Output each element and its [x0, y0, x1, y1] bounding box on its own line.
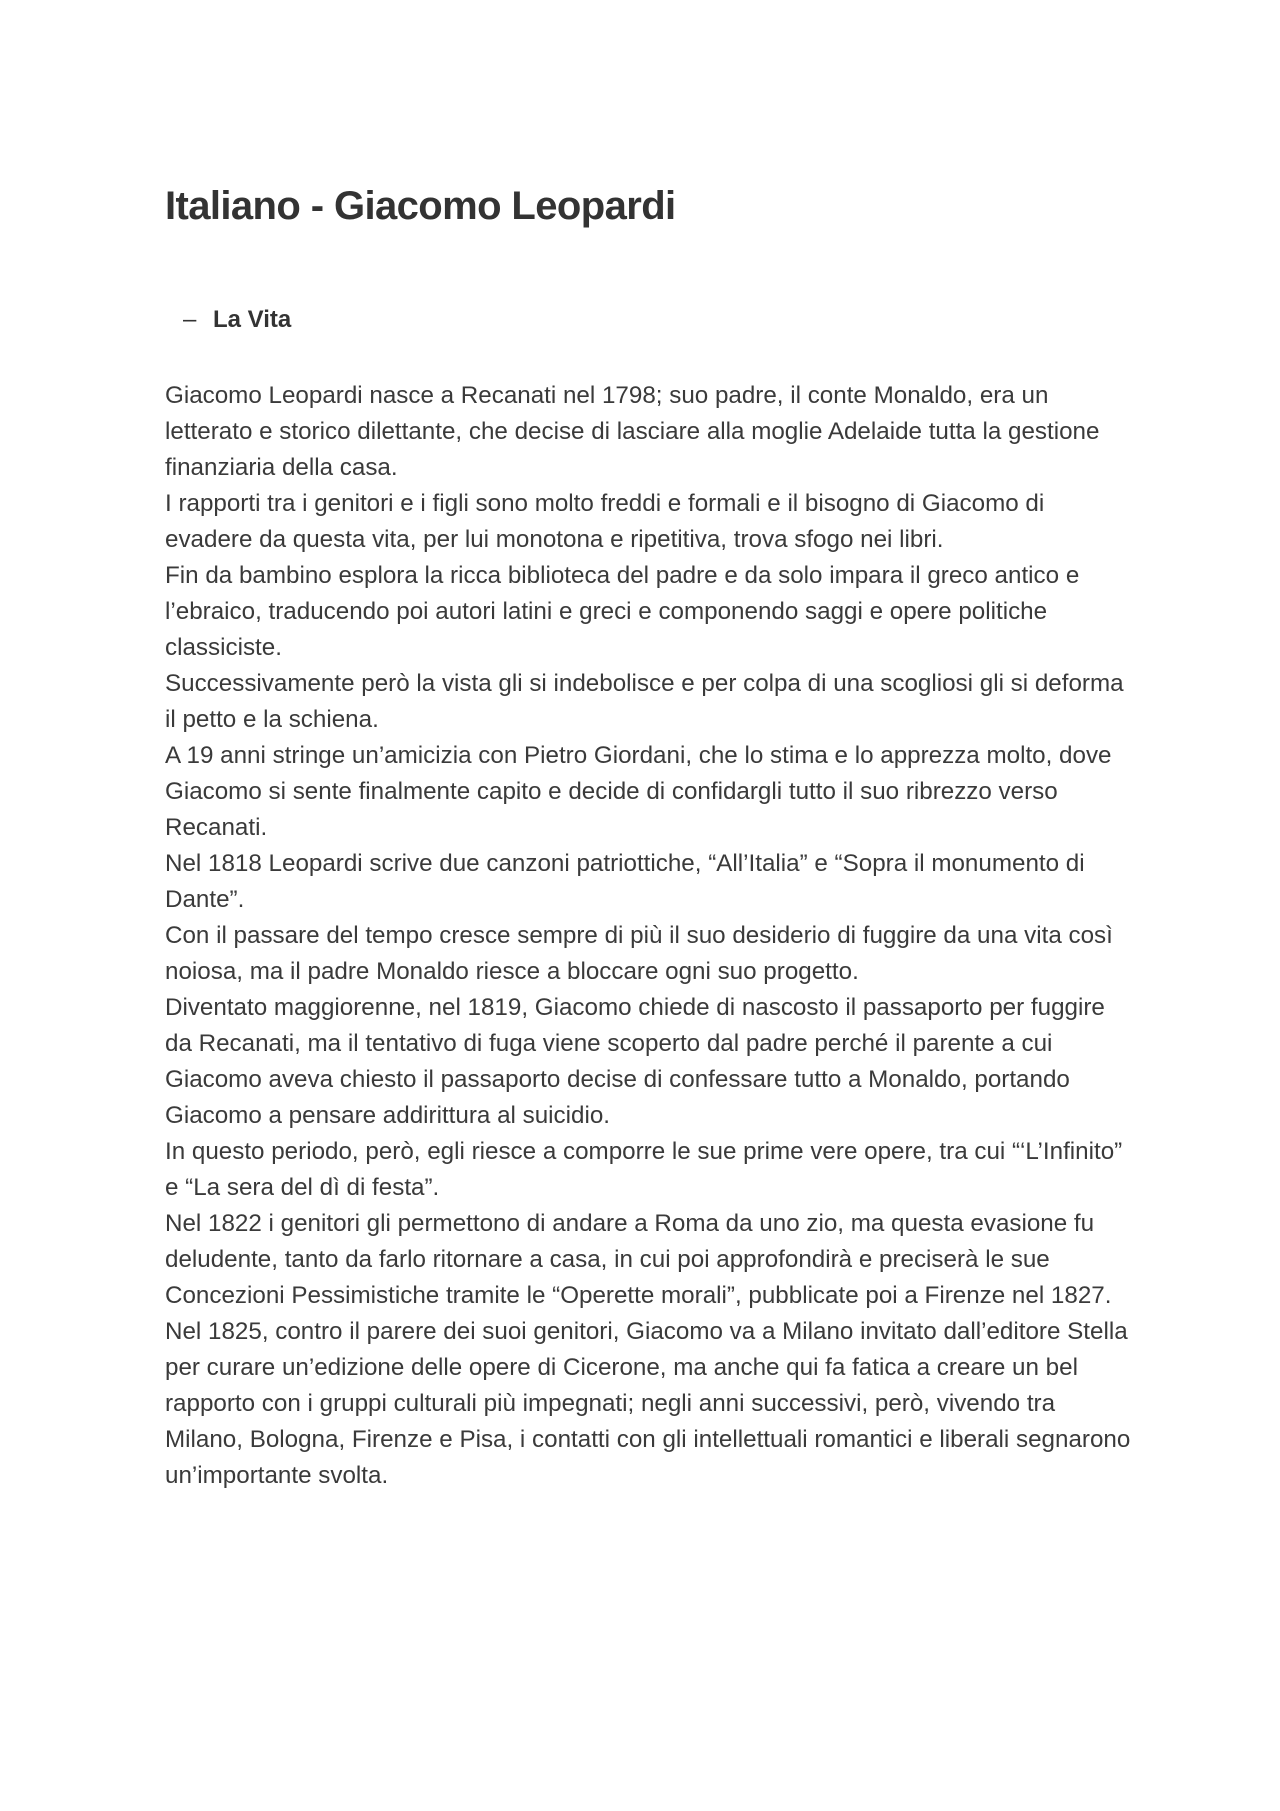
section-heading	[183, 306, 291, 334]
paragraph: Successivamente però la vista gli si indebolisce e per colpa di una scogliosi gli si deforma il petto e la schiena.	[165, 670, 1124, 733]
paragraph: Nel 1825, contro il parere dei suoi genitori, Giacomo va a Milano invitato dall’editore Stella per curare un’edizione delle opere di Cicerone, ma anche qui fa fatica a creare un bel rapporto con i gruppi culturali più impegnati; negli anni successivi, però, vivendo tra Milano, Bologna, Firenze e Pisa, i contatti con gli intellettuali romantici e liberali segnarono un’importante svolta.	[165, 1318, 1131, 1489]
paragraph: Nel 1822 i genitori gli permettono di andare a Roma da uno zio, ma questa evasione fu deludente, tanto da farlo ritornare a casa, in cui poi approfondirà e preciserà le sue Concezioni Pessimistiche tramite le “Operette morali”, pubblicate poi a Firenze nel 1827.	[165, 1210, 1112, 1309]
paragraph: In questo periodo, però, egli riesce a comporre le sue prime vere opere, tra cui “‘L’Infinito” e “La sera del dì di festa”.	[165, 1138, 1123, 1201]
paragraph: Giacomo Leopardi nasce a Recanati nel 1798; suo padre, il conte Monaldo, era un letterato e storico dilettante, che decise di lasciare alla moglie Adelaide tutta la gestione finanziaria della casa.	[165, 382, 1100, 481]
body-text	[165, 378, 1135, 1494]
paragraph: A 19 anni stringe un’amicizia con Pietro Giordani, che lo stima e lo apprezza molto, dove Giacomo si sente finalmente capito e decide di confidargli tutto il suo ribrezzo verso Recanati.	[165, 742, 1112, 841]
paragraph: Fin da bambino esplora la ricca biblioteca del padre e da solo impara il greco antico e l’ebraico, traducendo poi autori latini e greci e componendo saggi e opere politiche classiciste.	[165, 562, 1080, 661]
page-title: Italiano - Giacomo Leopardi	[165, 184, 676, 228]
paragraph: Diventato maggiorenne, nel 1819, Giacomo chiede di nascosto il passaporto per fuggire da Recanati, ma il tentativo di fuga viene scoperto dal padre perché il parente a cui Giacomo aveva chiesto il passaporto decise di confessare tutto a Monaldo, portando Giacomo a pensare addirittura al suicidio.	[165, 994, 1105, 1129]
section-heading-label: La Vita	[213, 306, 292, 333]
paragraph: I rapporti tra i genitori e i figli sono molto freddi e formali e il bisogno di Giacomo di evadere da questa vita, per lui monotona e ripetitiva, trova sfogo nei libri.	[165, 490, 1045, 553]
paragraph: Con il passare del tempo cresce sempre di più il suo desiderio di fuggire da una vita così noiosa, ma il padre Monaldo riesce a bloccare ogni suo progetto.	[165, 922, 1113, 985]
paragraph: Nel 1818 Leopardi scrive due canzoni patriottiche, “All’Italia” e “Sopra il monumento di Dante”.	[165, 850, 1085, 913]
list-bullet: –	[183, 306, 197, 333]
